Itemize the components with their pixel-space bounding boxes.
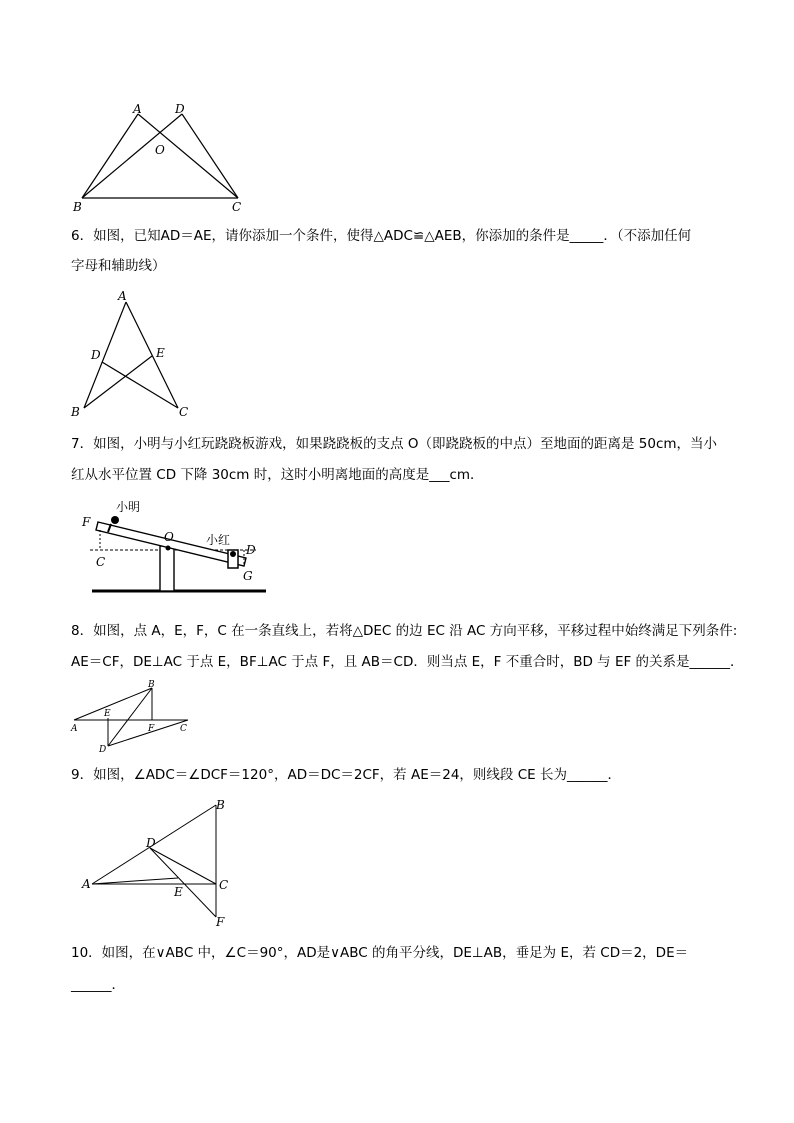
point-label-C: C [96,555,106,569]
figure-q8-translation [66,678,196,758]
figure-q7-seesaw [78,496,278,600]
question-9-line-1: 9．如图，∠ADC＝∠DCF＝120°，AD＝DC＝2CF，若 AE＝24，则线段 CE 长为______． [71,767,621,783]
question-6-line-2: 字母和辅助线） [71,258,166,274]
figure-q6-triangle [66,286,196,421]
point-label-D: D [246,543,256,557]
point-label-D: D [146,836,156,850]
point-label-D: D [175,102,185,116]
point-label-E: E [174,885,183,899]
point-label-B: B [73,200,82,214]
question-10-line-2: ______． [71,977,125,993]
point-label-C: C [219,878,229,892]
question-7-line-2: 红从水平位置 CD 下降 30cm 时，这时小明离地面的高度是___cm． [71,467,484,483]
point-label-D: D [99,745,107,755]
point-label-F: F [82,515,91,529]
question-7-line-1: 7．如图，小明与小红玩跷跷板游戏，如果跷跷板的支点 O（即跷跷板的中点）至地面的距离是 50cm，当小 [71,436,718,452]
point-label-C: C [180,724,187,734]
point-label-B: B [71,405,80,419]
point-label-B: B [216,798,225,812]
question-6-line-1: 6．如图，已知AD＝AE，请你添加一个条件，使得△ADC≌△AEB，你添加的条件是_____．（不添加任何 [71,228,692,244]
question-8-line-1: 8．如图，点 A，E，F，C 在一条直线上，若将△DEC 的边 EC 沿 AC 方向平移，平移过程中始终满足下列条件: [71,623,738,639]
point-label-C: C [179,405,189,419]
point-label-O: O [155,143,165,157]
point-label-F: F [148,724,155,734]
point-label-F: F [216,915,225,929]
point-label-B: B [148,680,155,690]
point-label-D: D [91,348,101,362]
figure-q9-triangle [78,795,238,930]
point-label-A: A [133,102,142,116]
point-label-G: G [243,569,253,583]
figure-q5-triangles [70,96,260,218]
point-label-A: A [82,877,91,891]
question-10-line-1: 10．如图，在∨ABC 中，∠C＝90°，AD是∨ABC 的角平分线，DE⊥AB，垂足为 E，若 CD＝2，DE＝ [71,945,689,961]
point-label-C: C [232,200,242,214]
point-label-A: A [118,289,127,303]
point-label-E: E [156,346,165,360]
point-label-E: E [104,709,111,719]
label-xiaohong: 小红 [206,533,231,547]
point-label-A: A [71,724,78,734]
point-label-O: O [164,530,174,544]
question-8-line-2: AE＝CF，DE⊥AC 于点 E，BF⊥AC 于点 F，且 AB＝CD．则当点 E，F 不重合时，BD 与 EF 的关系是______． [71,654,744,670]
label-xiaoming: 小明 [116,500,141,514]
